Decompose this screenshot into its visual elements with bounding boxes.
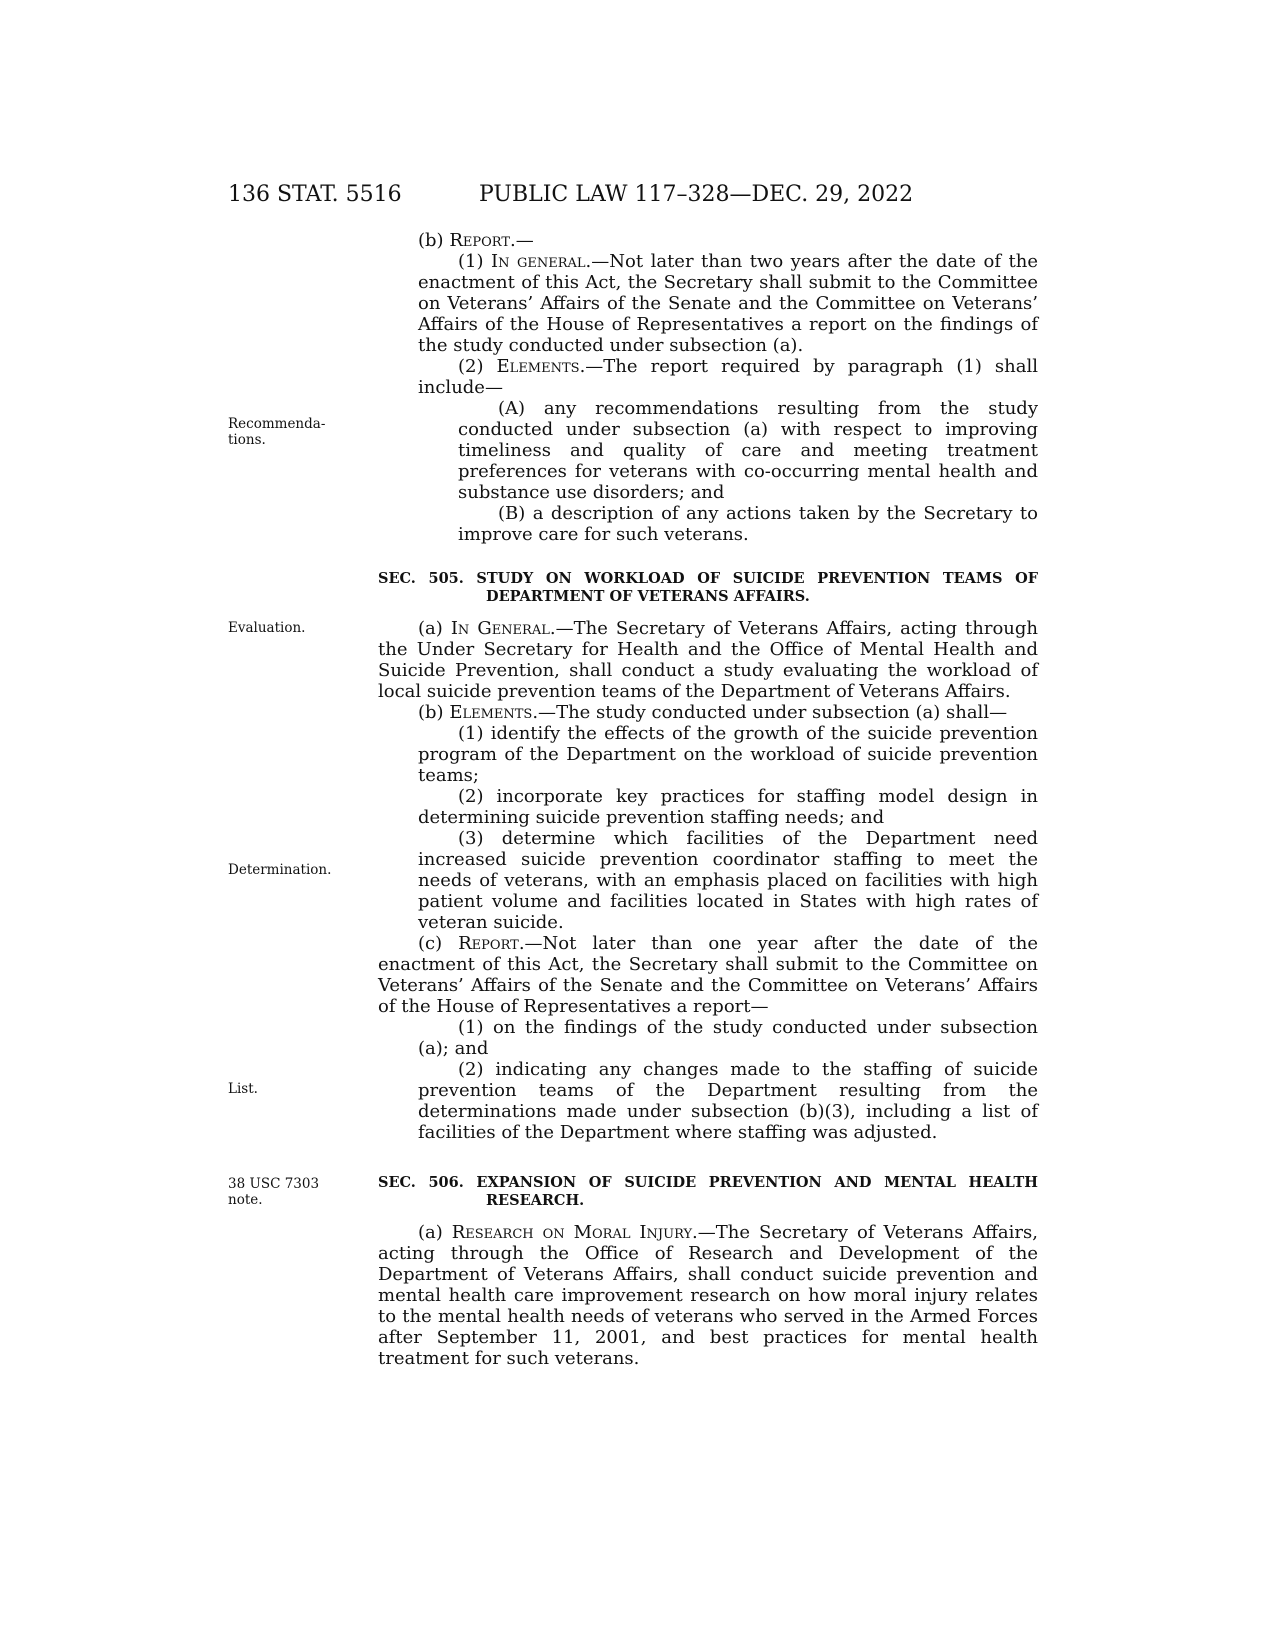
subsection-text: The Secretary of Veterans Affairs, acting through the Office of Research and Development of the Department of Veterans Affairs, shall conduct suicide prevention and mental health care improvement research on how moral injury relates to the mental health needs of veterans who served in the Armed Forces after September 11, 2001, and best practices for mental health treatment for such veterans. bbox=[378, 1222, 1038, 1369]
subsection-enum: (b) bbox=[418, 230, 444, 251]
subsection-text: Not later than one year after the date of the enactment of this Act, the Secretary shall submit to the Committee on Veterans’ Affairs of the Senate and the Committee on Veterans’ Affairs of the House of Representatives a report— bbox=[378, 933, 1038, 1017]
paragraph-text: Not later than two years after the date of the enactment of this Act, the Secretary shall submit to the Committee on Veterans’ Affairs of the Senate and the Committee on Veterans’ Affairs of the House of Representatives a report on the findings of the study conducted under subsection (a). bbox=[418, 251, 1038, 356]
paragraph-label: In general bbox=[491, 251, 586, 272]
subsection-label: Report bbox=[449, 230, 510, 251]
margin-note-evaluation: Evaluation. bbox=[228, 620, 306, 636]
paragraph-enum: (2) bbox=[458, 356, 484, 377]
paragraph: (2) incorporate key practices for staffing model design in determining suicide prevention staffing needs; and bbox=[418, 786, 1038, 828]
margin-note-determination: Determination. bbox=[228, 862, 332, 878]
paragraph-enum: (1) bbox=[458, 251, 484, 272]
paragraph: (3) determine which facilities of the Department need increased suicide prevention coordinator staffing to meet the needs of veterans, with an emphasis placed on facilities with high patient volume and facilities located in States with high rates of veteran suicide. bbox=[418, 828, 1038, 933]
running-head bbox=[0, 182, 1275, 212]
public-law-citation: PUBLIC LAW 117–328—DEC. 29, 2022 bbox=[479, 182, 914, 207]
subsection-heading: (b) Report.— bbox=[418, 230, 534, 251]
margin-note-recommendations: Recommenda-tions. bbox=[228, 416, 326, 448]
subsection-text: The study conducted under subsection (a) shall— bbox=[556, 702, 1008, 723]
subsection: (a) In General.—The Secretary of Veterans Affairs, acting through the Under Secretary for Health and the Office of Mental Health and Suicide Prevention, shall conduct a study evaluating the workload of local suicide prevention teams of the Department of Veterans Affairs. bbox=[378, 618, 1039, 702]
subsection-enum: (a) bbox=[418, 1222, 443, 1243]
section-504-subsection-b bbox=[378, 230, 1038, 545]
section-heading: SEC. 506. EXPANSION OF SUICIDE PREVENTION AND MENTAL HEALTH RESEARCH. bbox=[378, 1174, 1038, 1209]
subsection: (a) Research on Moral Injury.—The Secretary of Veterans Affairs, acting through the Office of Research and Development of the Department of Veterans Affairs, shall conduct suicide prevention and mental health care improvement research on how moral injury relates to the mental health needs of veterans who served in the Armed Forces after September 11, 2001, and best practices for mental health treatment for such veterans. bbox=[378, 1222, 1038, 1369]
subsection-enum: (a) bbox=[418, 618, 443, 639]
paragraph: (1) identify the effects of the growth of the suicide prevention program of the Department on the workload of suicide prevention teams; bbox=[418, 723, 1038, 786]
margin-note-usc: 38 USC 7303 note. bbox=[228, 1176, 320, 1208]
paragraph-label: Elements bbox=[496, 356, 580, 377]
paragraph-text: The report required by paragraph (1) shall include— bbox=[418, 356, 1038, 398]
stat-citation: 136 STAT. 5516 bbox=[228, 182, 402, 207]
paragraph: (2) indicating any changes made to the staffing of suicide prevention teams of the Department resulting from the determinations made under subsection (b)(3), including a list of facilities of the Department where staffing was adjusted. bbox=[418, 1059, 1038, 1143]
subsection: (c) Report.—Not later than one year after the date of the enactment of this Act, the Secretary shall submit to the Committee on Veterans’ Affairs of the Senate and the Committee on Veterans’ Affairs of the House of Representatives a report— bbox=[378, 933, 1038, 1017]
section-506 bbox=[378, 1174, 1038, 1369]
section-505 bbox=[378, 570, 1038, 1143]
subsection-enum: (b) bbox=[418, 702, 444, 723]
margin-note-list: List. bbox=[228, 1081, 258, 1097]
subsection-label: Research on Moral Injury bbox=[451, 1222, 693, 1243]
subsection-text: The Secretary of Veterans Affairs, acting through the Under Secretary for Health and the Office of Mental Health and Suicide Prevention, shall conduct a study evaluating the workload of local suicide prevention teams of the Department of Veterans Affairs. bbox=[378, 618, 1039, 702]
subparagraph: (B) a description of any actions taken by the Secretary to improve care for such veterans. bbox=[458, 503, 1038, 545]
subsection-label: Report bbox=[458, 933, 519, 954]
paragraph: (1) In general.—Not later than two years after the date of the enactment of this Act, the Secretary shall submit to the Committee on Veterans’ Affairs of the Senate and the Committee on Veterans’ Affairs of the House of Representatives a report on the findings of the study conducted under subsection (a). bbox=[418, 251, 1038, 356]
subparagraph: (A) any recommendations resulting from the study conducted under subsection (a) with respect to improving timeliness and quality of care and meeting treatment preferences for veterans with co-occurring mental health and substance use disorders; and bbox=[458, 398, 1038, 503]
paragraph: (1) on the findings of the study conducted under subsection (a); and bbox=[418, 1017, 1038, 1059]
subsection-enum: (c) bbox=[418, 933, 443, 954]
subsection-label: Elements bbox=[449, 702, 533, 723]
subsection-label: In General bbox=[450, 618, 550, 639]
paragraph: (2) Elements.—The report required by paragraph (1) shall include— bbox=[418, 356, 1038, 398]
subsection: (b) Elements.—The study conducted under subsection (a) shall— bbox=[418, 702, 1008, 723]
section-heading: SEC. 505. STUDY ON WORKLOAD OF SUICIDE PREVENTION TEAMS OF DEPARTMENT OF VETERANS AFFAIRS. bbox=[378, 570, 1038, 605]
